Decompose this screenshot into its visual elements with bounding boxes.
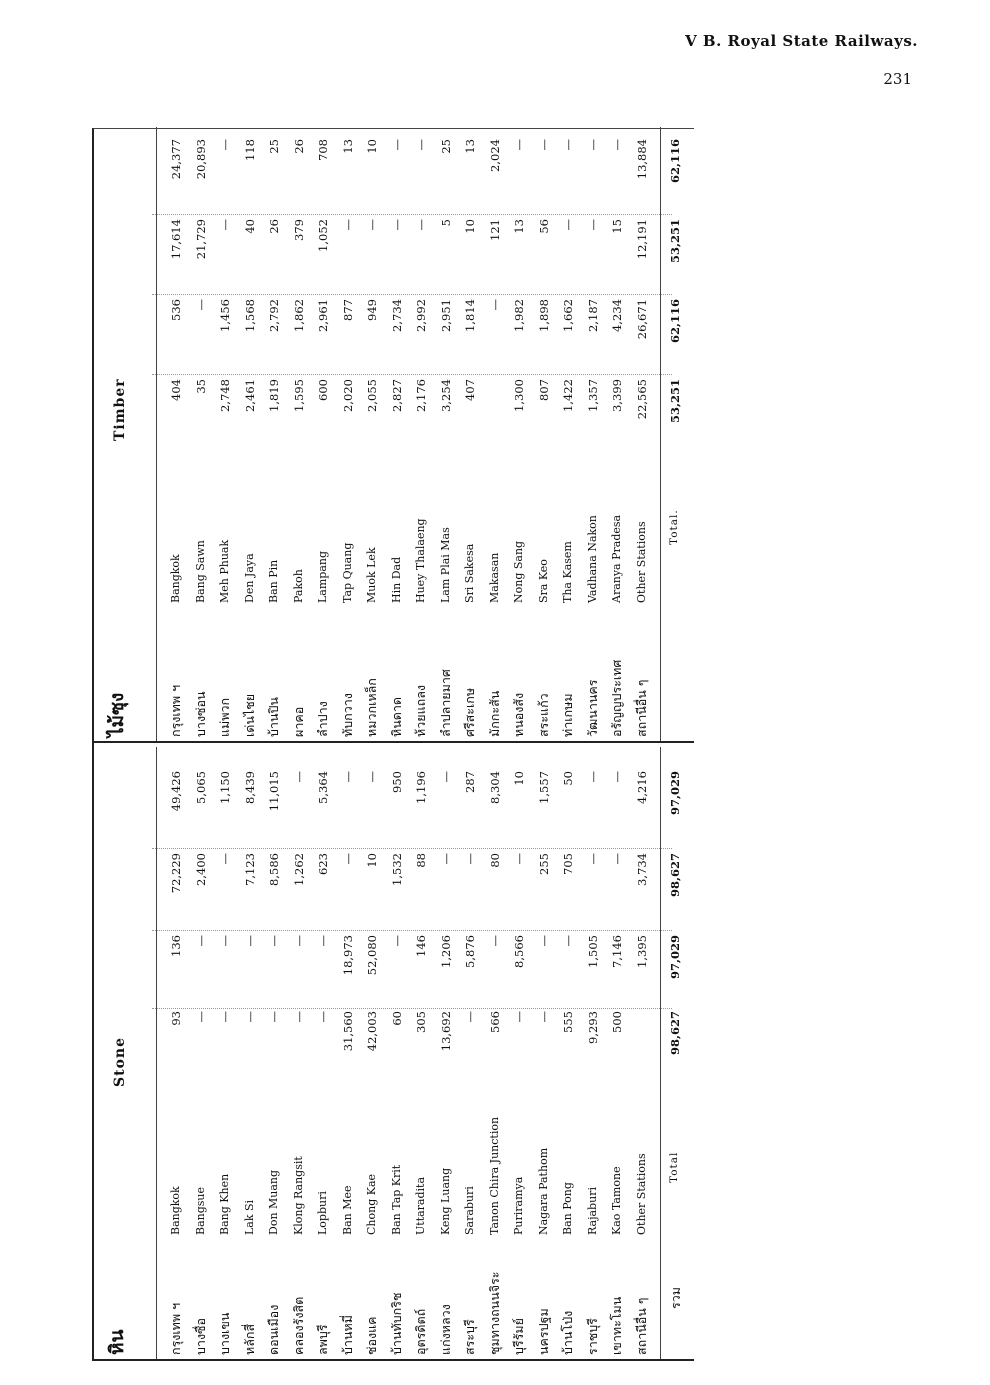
stone-value-cell: — (463, 1011, 477, 1023)
stone-english-station: Keng Luang (438, 1167, 452, 1235)
stone-value-cell: — (193, 1011, 208, 1023)
freight-table (92, 128, 694, 1361)
stone-value-cell: — (316, 935, 330, 947)
stone-value-cell: 4,216 (634, 771, 649, 804)
stone-value-cell: 1,532 (389, 853, 404, 886)
timber-value-cell: 3,399 (610, 379, 624, 412)
timber-value-cell: 877 (340, 299, 355, 321)
timber-thai-station: ห้วยแถลง (413, 685, 428, 737)
timber-thai-station: อรัญญประเทศ (609, 659, 624, 737)
stone-thai-station: บางเขน (217, 1312, 232, 1355)
stone-total-value: 97,029 (668, 771, 682, 816)
stone-value-cell: 146 (414, 935, 428, 957)
timber-value-cell: 24,377 (169, 139, 183, 180)
stone-english-station: Don Muang (267, 1169, 280, 1235)
timber-value-cell: 5 (438, 219, 453, 227)
stone-total-rule (660, 747, 661, 1359)
timber-value-cell: — (218, 219, 232, 231)
stone-value-cell: — (438, 853, 453, 865)
stone-english-station: Ban Mee (340, 1185, 354, 1235)
stone-english-heading: Stone (112, 1036, 128, 1087)
timber-thai-station: บ้านปิน (266, 697, 281, 737)
stone-value-cell: — (267, 1011, 281, 1023)
stone-value-cell: 1,262 (291, 853, 306, 886)
timber-value-cell: — (610, 139, 624, 151)
timber-thai-station: แม่พวก (217, 697, 232, 737)
timber-thai-station: กรุงเทพ ฯ (168, 684, 183, 737)
stone-english-station: Bangsue (193, 1186, 207, 1235)
timber-total-label: Total. (668, 509, 680, 545)
stone-value-cell: 18,973 (340, 935, 355, 976)
timber-value-cell: — (414, 139, 428, 151)
timber-english-station: Tap Quang (340, 542, 354, 603)
stone-value-cell: — (291, 771, 306, 783)
timber-value-cell: 949 (365, 299, 379, 321)
stone-value-cell: — (585, 771, 600, 783)
timber-value-cell: 600 (316, 379, 330, 401)
stone-value-cell: 9,293 (585, 1011, 600, 1044)
timber-value-cell: 1,568 (242, 299, 257, 332)
timber-thai-station: ทับกวาง (339, 693, 355, 737)
timber-value-cell: — (365, 219, 379, 231)
stone-value-cell: 8,566 (512, 935, 526, 968)
stone-value-cell: — (610, 771, 624, 783)
stone-value-cell: 1,196 (414, 771, 428, 804)
timber-value-cell: 20,893 (193, 139, 208, 180)
timber-value-column-2 (164, 299, 654, 371)
timber-value-cell: 1,300 (512, 379, 526, 412)
stone-thai-station: คลองรังสิต (290, 1296, 306, 1355)
timber-english-station: Sri Sakesa (463, 543, 476, 603)
stone-value-cell: — (512, 853, 526, 865)
timber-thai-station: บางซ่อน (192, 691, 208, 737)
stone-thai-station: แก่งหลวง (437, 1304, 453, 1355)
stone-value-cell: — (438, 771, 453, 783)
stone-value-cell: 10 (365, 853, 379, 868)
stone-value-cell: 255 (536, 853, 551, 875)
stone-thai-station: ราชบุรี (584, 1318, 600, 1355)
timber-value-cell: 2,187 (585, 299, 600, 332)
stone-value-cell: — (536, 935, 551, 947)
stone-total-label: Total (668, 1151, 680, 1183)
stone-value-cell: 5,364 (316, 771, 330, 804)
timber-value-cell: 4,234 (610, 299, 624, 332)
stone-value-cell: 10 (512, 771, 526, 786)
stone-value-cell: 42,003 (365, 1011, 379, 1052)
timber-value-cell: — (487, 299, 502, 311)
timber-english-station: Bangkok (169, 554, 182, 603)
timber-value-cell: 1,456 (218, 299, 232, 332)
timber-value-cell: 13 (512, 219, 526, 234)
timber-value-cell: 2,961 (316, 299, 330, 332)
stone-value-cell: — (340, 771, 355, 783)
stone-value-cell: — (389, 935, 404, 947)
timber-value-cell (483, 379, 508, 449)
stone-value-cell: — (585, 853, 600, 865)
stone-english-station: Uttaradita (414, 1176, 427, 1235)
stone-value-cell: 555 (561, 1011, 575, 1033)
stone-thai-station: กรุงเทพ ฯ (168, 1302, 183, 1355)
stone-value-cell: 80 (487, 853, 502, 868)
timber-english-station: Hin Dad (389, 556, 403, 603)
stone-english-station: Lak Si (242, 1199, 256, 1235)
timber-thai-station: ลำปลายมาศ (437, 669, 453, 737)
timber-value-cell: — (561, 219, 575, 231)
stone-english-station-column (164, 1085, 654, 1235)
stone-value-column-1 (164, 1011, 654, 1083)
stone-total-value: 98,627 (668, 1011, 682, 1056)
stone-column-divider (152, 1008, 672, 1009)
timber-value-cell: 35 (193, 379, 208, 394)
timber-value-cell: 2,024 (487, 139, 502, 172)
timber-value-cell: — (512, 139, 526, 151)
timber-value-cell: 536 (169, 299, 183, 321)
stone-value-cell: 7,123 (242, 853, 257, 886)
timber-value-cell: 1,862 (291, 299, 306, 332)
timber-thai-station: สระแก้ว (535, 693, 551, 737)
stone-english-station: Puriramya (512, 1176, 525, 1235)
stone-value-cell: 13,692 (438, 1011, 453, 1052)
timber-value-cell: 2,951 (438, 299, 453, 332)
stone-value-cell: — (267, 935, 281, 947)
stone-value-cell: 93 (169, 1011, 183, 1026)
timber-value-cell: 26,671 (634, 299, 649, 340)
stone-column-divider (152, 930, 672, 931)
stone-value-cell: 31,560 (340, 1011, 355, 1052)
timber-thai-station: ศรีสะเกษ (462, 687, 477, 737)
timber-value-cell: 2,992 (414, 299, 428, 332)
timber-value-cell: 2,748 (218, 379, 232, 412)
timber-value-cell: 404 (169, 379, 183, 401)
timber-value-cell: 2,055 (365, 379, 379, 412)
stone-english-station: Nagara Pathom (536, 1147, 550, 1235)
stone-english-station: Chong Kae (365, 1173, 378, 1235)
timber-value-cell: 2,827 (389, 379, 404, 412)
stone-english-station: Bangkok (169, 1186, 182, 1235)
timber-english-station: Muok Lek (365, 547, 378, 603)
timber-value-cell: 1,819 (267, 379, 281, 412)
timber-english-station: Vadhana Nakon (585, 515, 599, 603)
timber-english-station: Bang Sawn (193, 540, 207, 603)
stone-english-station: Rajaburi (585, 1187, 599, 1235)
stone-section (94, 747, 694, 1359)
timber-thai-station: ผาคอ (290, 706, 306, 737)
stone-value-cell: 950 (389, 771, 404, 793)
timber-value-cell: — (585, 139, 600, 151)
stone-english-station: Ban Pong (561, 1182, 574, 1235)
timber-value-cell: 26 (291, 139, 306, 154)
timber-value-cell: 13 (463, 139, 477, 154)
timber-english-station: Den Jaya (242, 553, 256, 603)
timber-value-column-1 (164, 379, 654, 449)
stone-thai-station: นครปฐม (535, 1308, 551, 1355)
timber-thai-station: หมวกเหล็ก (364, 678, 379, 737)
stone-column-divider (152, 848, 672, 849)
timber-thai-station: ลำปาง (315, 701, 330, 737)
timber-value-column-4 (164, 139, 654, 211)
stone-thai-station: บ้านหมี่ (339, 1315, 355, 1355)
stone-header-rule (156, 747, 157, 1359)
stone-value-column-3 (164, 853, 654, 927)
timber-value-cell: 708 (316, 139, 330, 161)
timber-value-cell: 3,254 (438, 379, 453, 412)
timber-value-cell: 13,884 (634, 139, 649, 180)
stone-value-cell: — (218, 935, 232, 947)
stone-thai-station: เขาทะโมน (609, 1296, 624, 1355)
stone-value-cell: — (218, 1011, 232, 1023)
timber-value-cell: 118 (242, 139, 257, 161)
timber-value-cell: 1,662 (561, 299, 575, 332)
timber-english-station: Nong Sang (512, 540, 525, 603)
stone-value-cell: — (536, 1011, 551, 1023)
timber-english-station: Aranya Pradesa (610, 514, 623, 603)
timber-header-rule (156, 127, 157, 741)
timber-value-cell: — (389, 219, 404, 231)
stone-thai-station: บ้านโป่ง (560, 1310, 575, 1355)
timber-value-cell: 807 (536, 379, 551, 401)
timber-value-cell: 1,052 (316, 219, 330, 252)
stone-thai-station: บางซื่อ (192, 1317, 208, 1355)
timber-value-cell: 2,734 (389, 299, 404, 332)
stone-thai-station: อุตรดิตถ์ (413, 1308, 428, 1355)
timber-value-cell: 13 (340, 139, 355, 154)
stone-value-cell: — (218, 853, 232, 865)
timber-column-divider (152, 374, 672, 375)
stone-english-station: Ban Tap Krit (389, 1164, 403, 1235)
timber-value-cell: 56 (536, 219, 551, 234)
timber-english-station: Meh Phuak (218, 539, 231, 603)
timber-value-cell: 25 (438, 139, 453, 154)
timber-total-value: 53,251 (668, 379, 682, 424)
stone-value-cell: 1,557 (536, 771, 551, 804)
stone-thai-station: บ้านทับกริช (388, 1292, 404, 1355)
stone-thai-station: ชุมทางถนนจิระ (486, 1271, 502, 1355)
stone-value-cell: 287 (463, 771, 477, 793)
timber-value-cell: 2,176 (414, 379, 428, 412)
stone-value-cell: 50 (561, 771, 575, 786)
stone-value-cell: — (512, 1011, 526, 1023)
stone-value-cell: 500 (610, 1011, 624, 1033)
timber-english-station: Tha Kasem (561, 541, 574, 603)
timber-thai-station-column (164, 607, 654, 737)
timber-english-station: Makasan (487, 552, 501, 603)
stone-value-cell: — (340, 853, 355, 865)
stone-value-cell: 623 (316, 853, 330, 875)
stone-value-cell: — (463, 853, 477, 865)
stone-value-cell: 72,229 (169, 853, 183, 894)
stone-value-cell: 5,876 (463, 935, 477, 968)
timber-value-cell: 25 (267, 139, 281, 154)
timber-value-cell: — (585, 219, 600, 231)
timber-thai-station: เด่นไชย (241, 693, 257, 737)
timber-value-cell: 26 (267, 219, 281, 234)
stone-value-cell: — (487, 935, 502, 947)
stone-english-station: Saraburi (463, 1186, 476, 1235)
timber-value-cell: 1,595 (291, 379, 306, 412)
stone-value-cell: — (291, 1011, 306, 1023)
stone-value-cell: — (561, 935, 575, 947)
timber-value-cell: 2,792 (267, 299, 281, 332)
timber-thai-station: วัฒนานคร (584, 679, 600, 737)
timber-thai-station: สถานีอื่น ๆ (633, 679, 649, 737)
stone-total-value: 97,029 (668, 935, 682, 980)
stone-english-station: Other Stations (634, 1153, 648, 1235)
stone-thai-station: ช่องแค (364, 1316, 379, 1355)
timber-value-cell: 12,191 (634, 219, 649, 260)
timber-total-value: 62,116 (668, 299, 682, 344)
stone-value-cell: 11,015 (267, 771, 281, 812)
stone-value-cell: 1,150 (218, 771, 232, 804)
timber-english-station: Lam Plai Mas (438, 527, 452, 603)
stone-value-cell: — (316, 1011, 330, 1023)
stone-thai-station-column (164, 1237, 654, 1355)
timber-value-cell: 1,814 (463, 299, 477, 332)
timber-total-rule (660, 127, 661, 741)
timber-english-station: Pakoh (291, 569, 305, 603)
timber-english-station: Huey Thalaeng (414, 518, 427, 603)
timber-value-cell: 379 (291, 219, 306, 241)
timber-value-cell: 40 (242, 219, 257, 234)
stone-value-cell: 2,400 (193, 853, 208, 886)
timber-english-station: Lampang (316, 550, 329, 603)
stone-value-cell: 60 (389, 1011, 404, 1026)
stone-value-cell: 1,505 (585, 935, 600, 968)
stone-value-cell: 5,065 (193, 771, 208, 804)
timber-english-station: Ban Pin (267, 559, 280, 603)
stone-thai-station: หลักสี่ (241, 1323, 257, 1355)
stone-value-cell: 49,426 (169, 771, 183, 812)
stone-total-label-thai: รวม (668, 1287, 683, 1309)
timber-value-cell: — (389, 139, 404, 151)
stone-english-station: Bang Khen (218, 1173, 231, 1235)
stone-value-cell: 1,395 (634, 935, 649, 968)
stone-thai-station: ดอนเมือง (266, 1304, 281, 1355)
timber-value-cell: 17,614 (169, 219, 183, 260)
timber-value-cell: 10 (463, 219, 477, 234)
stone-value-cell: 566 (487, 1011, 502, 1033)
timber-value-cell: — (536, 139, 551, 151)
timber-total-value: 53,251 (668, 219, 682, 264)
rotated-table-body (94, 129, 694, 1359)
timber-column-divider (152, 294, 672, 295)
stone-value-cell: 7,146 (610, 935, 624, 968)
timber-value-cell: 2,461 (242, 379, 257, 412)
timber-column-divider (152, 214, 672, 215)
timber-thai-station: ท่าเกษม (560, 693, 575, 737)
stone-english-station: Klong Rangsit (291, 1156, 305, 1235)
stone-english-station: Tanon Chira Junction (487, 1116, 501, 1235)
stone-value-cell: 136 (169, 935, 183, 957)
stone-value-cell: 705 (561, 853, 575, 875)
stone-thai-station: ลพบุรี (315, 1324, 330, 1355)
stone-value-cell: — (193, 935, 208, 947)
stone-value-cell: 8,586 (267, 853, 281, 886)
stone-english-station: Lopburi (316, 1191, 329, 1235)
stone-value-cell: — (242, 1011, 257, 1023)
stone-english-station: Kao Tamone (610, 1166, 623, 1235)
timber-value-cell: 10 (365, 139, 379, 154)
stone-value-cell: — (610, 853, 624, 865)
timber-value-cell: 407 (463, 379, 477, 401)
stone-value-cell: 1,206 (438, 935, 453, 968)
timber-value-cell: — (340, 219, 355, 231)
stone-value-cell: 8,304 (487, 771, 502, 804)
timber-english-station: Other Stations (634, 521, 648, 603)
stone-value-cell: — (291, 935, 306, 947)
stone-value-column-2 (164, 935, 654, 1007)
timber-value-cell: 1,982 (512, 299, 526, 332)
timber-thai-station: มักกะสัน (486, 690, 502, 737)
timber-english-station: Sra Keo (536, 559, 550, 603)
timber-value-cell: — (193, 299, 208, 311)
page-number: 231 (883, 70, 912, 88)
timber-english-station-column (164, 453, 654, 603)
page-running-title: V B. Royal State Railways. (685, 32, 918, 50)
stone-value-cell: 8,439 (242, 771, 257, 804)
timber-thai-heading: ไม้ซุง (106, 692, 128, 737)
timber-total-value: 62,116 (668, 139, 682, 184)
timber-thai-station: หินดาด (388, 696, 404, 737)
stone-value-column-4 (164, 771, 654, 845)
timber-value-cell: 2,020 (340, 379, 355, 412)
stone-value-cell: — (242, 935, 257, 947)
timber-value-cell: 1,422 (561, 379, 575, 412)
stone-value-cell: 88 (414, 853, 428, 868)
stone-value-cell: 305 (414, 1011, 428, 1033)
stone-value-cell: — (365, 771, 379, 783)
stone-thai-heading: หิน (106, 1329, 128, 1355)
timber-value-cell: 1,898 (536, 299, 551, 332)
timber-value-cell: 21,729 (193, 219, 208, 260)
timber-value-cell: 15 (610, 219, 624, 234)
timber-value-column-3 (164, 219, 654, 291)
timber-value-cell: 121 (487, 219, 502, 241)
stone-thai-station: สถานีอื่น ๆ (633, 1297, 649, 1355)
stone-value-cell: 3,734 (634, 853, 649, 886)
timber-value-cell: — (561, 139, 575, 151)
stone-thai-station: บุรีรัมย์ (511, 1318, 526, 1355)
timber-english-heading: Timber (112, 378, 128, 441)
timber-section (94, 127, 694, 743)
timber-thai-station: หนองสัง (511, 692, 526, 737)
stone-value-cell: 52,080 (365, 935, 379, 976)
stone-thai-station: สระบุรี (462, 1319, 477, 1355)
timber-value-cell: 1,357 (585, 379, 600, 412)
timber-value-cell: — (414, 219, 428, 231)
stone-total-value: 98,627 (668, 853, 682, 898)
timber-value-cell: — (218, 139, 232, 151)
stone-value-cell (630, 1011, 655, 1083)
timber-value-cell: 22,565 (634, 379, 649, 420)
